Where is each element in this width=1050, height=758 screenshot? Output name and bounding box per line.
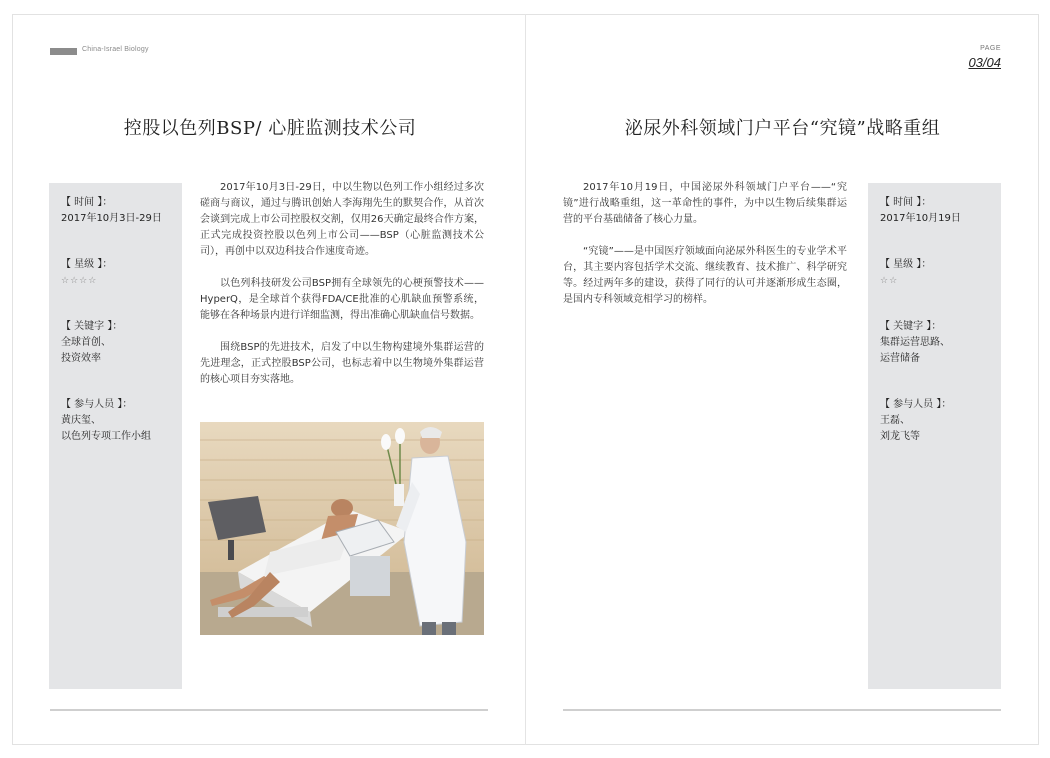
time-label: 【 时间 】： (61, 197, 113, 208)
doctor-patient-photo (200, 422, 484, 635)
brand-name: China-Israel Biology (82, 46, 149, 53)
time-value: 2017年10月19日 (880, 213, 961, 224)
page-label: PAGE (980, 45, 1001, 52)
keywords-group (880, 319, 1001, 367)
footer-rule-right (563, 709, 1001, 711)
level-group (61, 257, 182, 289)
person-item: 以色列专项工作小组 (61, 431, 151, 442)
page-fold (525, 14, 526, 745)
brand-bar (50, 48, 77, 55)
level-stars: ☆☆☆☆ (61, 276, 98, 286)
person-item: 黄庆玺、 (61, 415, 101, 426)
paragraph: 2017年10月3日-29日，中以生物以色列工作小组经过多次磋商与商议，通过与腾讯创始人李海翔先生的默契合作，从首次会谈到完成上市公司控股权交割，仅用26天确定最终合作方案，正式完成投资控股以色列上市公司——BSP（心脏监测技术公司），再创中以双边科技合作速度奇迹。 (200, 182, 484, 257)
people-group (61, 397, 182, 445)
left-title: 控股以色列BSP/ 心脏监测技术公司 (123, 118, 417, 139)
paragraph: “究镜”——是中国医疗领域面向泌尿外科医生的专业学术平台，其主要内容包括学术交流、继续教育、技术推广、科学研究等。经过两年多的建设，获得了同行的认可并逐渐形成生态圈，是国内专科领域竞相学习的榜样。 (563, 246, 847, 305)
level-group (880, 257, 1001, 289)
keyword-item: 集群运营思路、 (880, 337, 950, 348)
right-body (563, 180, 847, 324)
keyword-item: 全球首创、 (61, 337, 111, 348)
time-group (880, 195, 1001, 227)
level-label: 【 星级 】： (61, 259, 113, 270)
time-value: 2017年10月3日-29日 (61, 213, 162, 224)
keywords-label: 【 关键字 】： (880, 321, 942, 332)
paragraph: 围绕BSP的先进技术，启发了中以生物构建境外集群运营的先进理念，正式控股BSP公司，也标志着中以生物境外集群运营的核心项目夯实落地。 (200, 342, 484, 385)
people-group (880, 397, 1001, 445)
right-title: 泌尿外科领域门户平台“究镜”战略重组 (624, 118, 941, 139)
people-label: 【 参与人员 】： (61, 399, 133, 410)
footer-rule-left (50, 709, 488, 711)
right-sidebar (868, 183, 1001, 689)
page-number: 03/04 (968, 55, 1001, 70)
keywords-label: 【 关键字 】： (61, 321, 123, 332)
left-sidebar (49, 183, 182, 689)
paragraph: 以色列科技研发公司BSP拥有全球领先的心梗预警技术——HyperQ，是全球首个获得FDA/CE批准的心肌缺血预警系统，能够在各种场景内进行详细监测，得出准确心肌缺血信号数据。 (200, 278, 484, 321)
people-label: 【 参与人员 】： (880, 399, 952, 410)
time-group (61, 195, 182, 227)
level-stars: ☆☆ (880, 276, 899, 286)
person-item: 王磊、 (880, 415, 910, 426)
keyword-item: 投资效率 (61, 353, 101, 364)
time-label: 【 时间 】： (880, 197, 932, 208)
level-label: 【 星级 】： (880, 259, 932, 270)
left-body (200, 180, 484, 404)
person-item: 刘龙飞等 (880, 431, 920, 442)
paragraph: 2017年10月19日，中国泌尿外科领域门户平台——“究镜”进行战略重组，这一革命性的事件，为中以生物后续集群运营的平台基础储备了核心力量。 (563, 182, 847, 225)
keywords-group (61, 319, 182, 367)
keyword-item: 运营储备 (880, 353, 920, 364)
